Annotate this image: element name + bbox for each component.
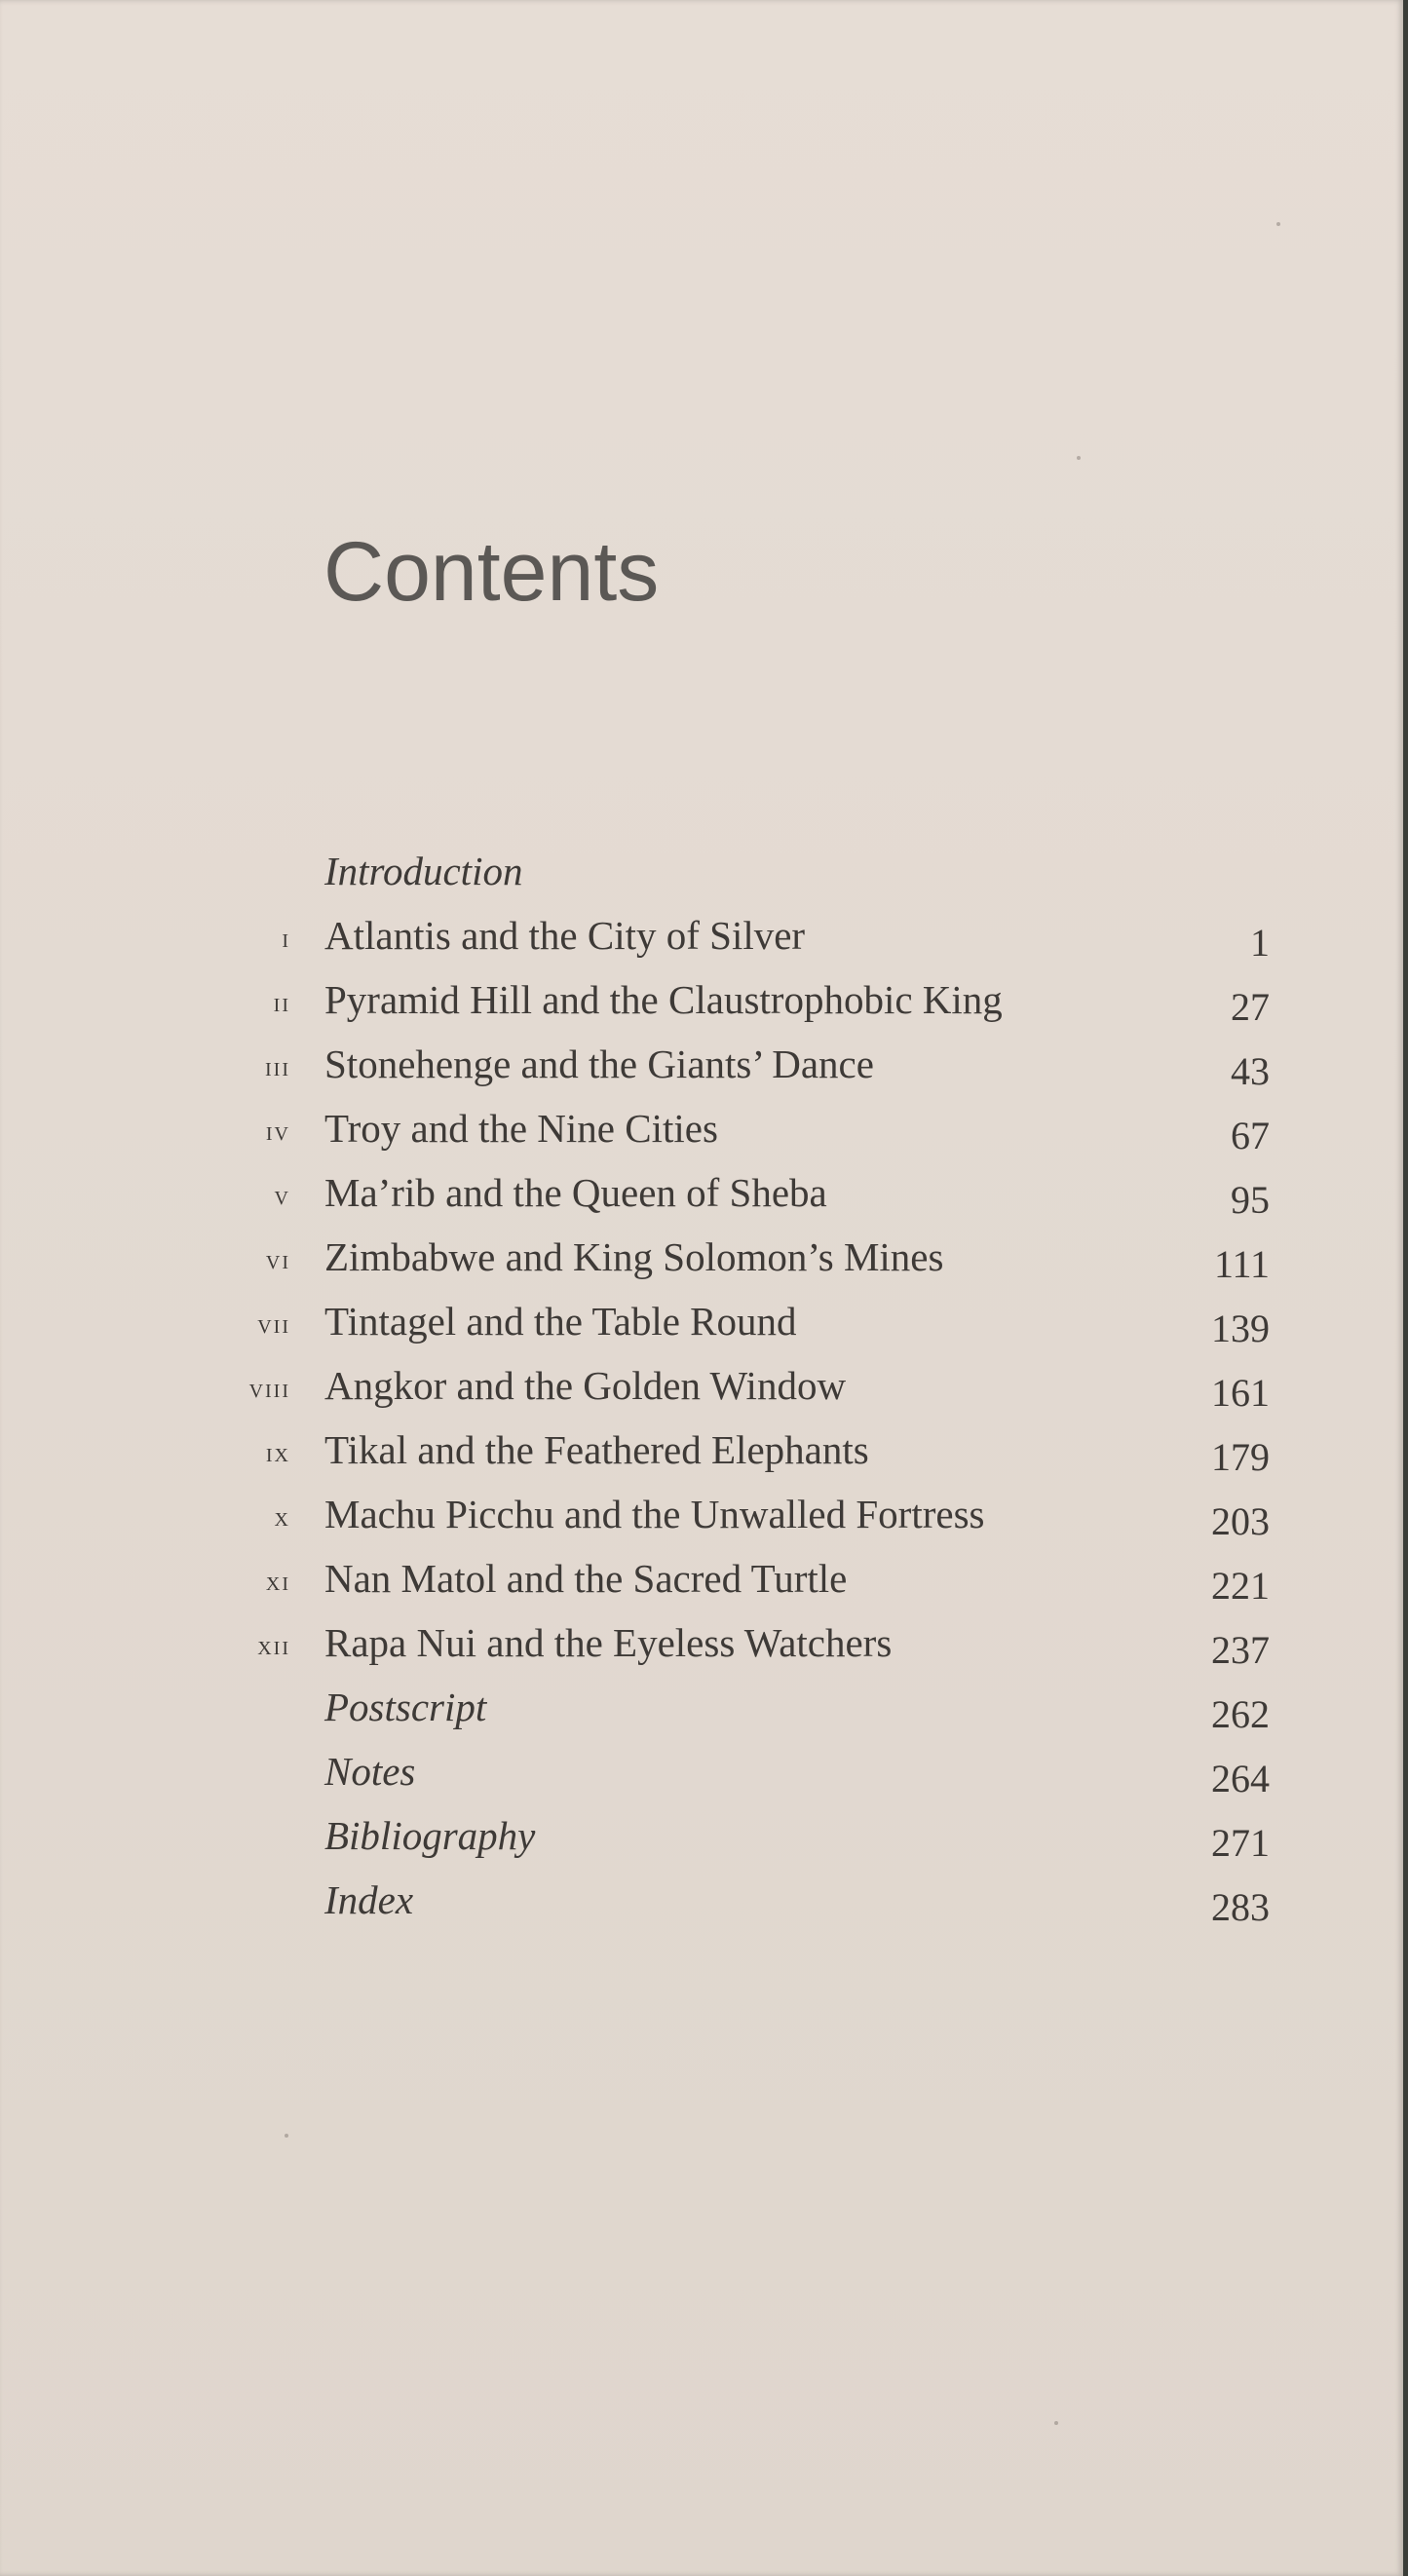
toc-entry — [0, 1041, 1403, 1105]
toc-entry — [0, 976, 1403, 1041]
chapter-title: Troy and the Nine Cities — [324, 1106, 718, 1151]
page-number: 264 — [1211, 1757, 1270, 1800]
chapter-title: Nan Matol and the Sacred Turtle — [324, 1556, 848, 1601]
toc-entry — [0, 1362, 1403, 1426]
toc-entry — [0, 1619, 1403, 1684]
toc-entry — [0, 1876, 1403, 1941]
table-of-contents — [0, 848, 1403, 1941]
page-number: 67 — [1231, 1114, 1270, 1157]
chapter-number: xii — [257, 1631, 290, 1661]
page-number: 161 — [1211, 1371, 1270, 1415]
toc-entry — [0, 1812, 1403, 1876]
chapter-number: x — [274, 1502, 290, 1533]
page-number: 139 — [1211, 1307, 1270, 1350]
chapter-number: v — [274, 1181, 290, 1211]
page-number: 27 — [1231, 985, 1270, 1029]
toc-entry — [0, 1233, 1403, 1298]
chapter-title: Rapa Nui and the Eyeless Watchers — [324, 1620, 893, 1665]
page-number: 203 — [1211, 1499, 1270, 1543]
page-number: 271 — [1211, 1821, 1270, 1865]
chapter-number: ix — [265, 1438, 290, 1468]
page-number: 283 — [1211, 1885, 1270, 1929]
toc-entry — [0, 1491, 1403, 1555]
toc-entry — [0, 1555, 1403, 1619]
toc-entry — [0, 1298, 1403, 1362]
toc-entry — [0, 1748, 1403, 1812]
page-number: 111 — [1213, 1242, 1270, 1286]
chapter-title: Stonehenge and the Giants’ Dance — [324, 1042, 874, 1086]
toc-entry — [0, 848, 1403, 912]
chapter-title: Tikal and the Feathered Elephants — [324, 1427, 869, 1472]
chapter-number: vii — [257, 1309, 290, 1340]
page-number: 179 — [1211, 1435, 1270, 1479]
chapter-title: Index — [324, 1877, 414, 1922]
paper-speck — [1054, 2421, 1058, 2425]
page-number: 95 — [1231, 1178, 1270, 1222]
chapter-number: i — [282, 924, 290, 954]
chapter-title: Machu Picchu and the Unwalled Fortress — [324, 1492, 985, 1536]
page-number: 262 — [1211, 1692, 1270, 1736]
toc-entry — [0, 1105, 1403, 1169]
chapter-number: iv — [265, 1117, 290, 1147]
chapter-title: Zimbabwe and King Solomon’s Mines — [324, 1234, 944, 1279]
toc-entry — [0, 912, 1403, 976]
toc-entry — [0, 1426, 1403, 1491]
paper-speck — [285, 2134, 288, 2138]
page-number: 1 — [1250, 921, 1270, 965]
chapter-title: Notes — [324, 1749, 416, 1794]
chapter-number: ii — [273, 988, 290, 1018]
chapter-title: Introduction — [324, 849, 523, 893]
page-number: 237 — [1211, 1628, 1270, 1672]
chapter-title: Angkor and the Golden Window — [324, 1363, 847, 1408]
chapter-title: Tintagel and the Table Round — [324, 1299, 797, 1344]
page-title: Contents — [323, 524, 660, 619]
chapter-title: Ma’rib and the Queen of Sheba — [324, 1170, 827, 1215]
chapter-title: Bibliography — [324, 1813, 536, 1858]
paper-speck — [1077, 456, 1081, 460]
chapter-title: Atlantis and the City of Silver — [324, 913, 806, 958]
toc-entry — [0, 1169, 1403, 1233]
chapter-number: xi — [265, 1567, 290, 1597]
chapter-number: iii — [265, 1052, 290, 1082]
chapter-title: Pyramid Hill and the Claustrophobic King — [324, 977, 1003, 1022]
paper-speck — [1276, 222, 1280, 226]
page-number: 43 — [1231, 1049, 1270, 1093]
toc-entry — [0, 1684, 1403, 1748]
chapter-number: vi — [265, 1245, 290, 1275]
chapter-number: viii — [248, 1374, 290, 1404]
page-number: 221 — [1211, 1564, 1270, 1608]
chapter-title: Postscript — [324, 1685, 487, 1729]
